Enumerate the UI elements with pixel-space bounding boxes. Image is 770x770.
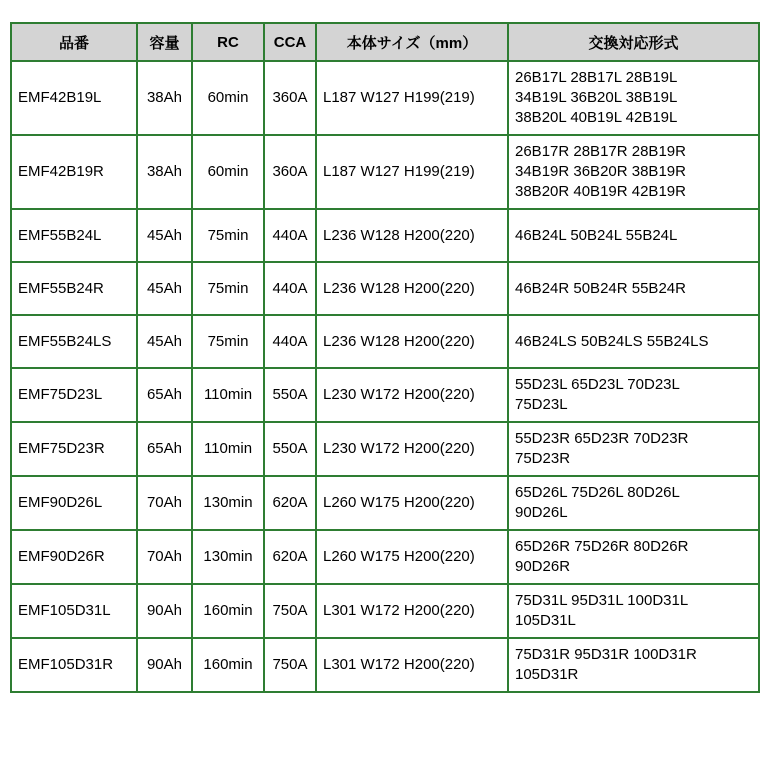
compatible-types-line: 34B19L 36B20L 38B19L: [515, 89, 678, 106]
capacity-cell: 65Ah: [137, 368, 192, 422]
part-number-cell: EMF105D31R: [11, 638, 137, 692]
body-size-cell: L187 W127 H199(219): [316, 61, 508, 135]
table-row: [11, 209, 759, 262]
cca-cell: 440A: [264, 262, 316, 315]
body-size-cell: L187 W127 H199(219): [316, 135, 508, 209]
compatible-types-line: 46B24L 50B24L 55B24L: [515, 226, 678, 244]
part-number-cell: EMF75D23R: [11, 422, 137, 476]
compatible-types-line: 90D26L: [515, 504, 568, 521]
body-size-cell: L260 W175 H200(220): [316, 476, 508, 530]
table-row: [11, 476, 759, 530]
body-size-cell: L230 W172 H200(220): [316, 422, 508, 476]
compatible-types-line: 105D31L: [515, 612, 576, 629]
compatible-types-line: 105D31R: [515, 666, 579, 683]
cca-cell: 620A: [264, 530, 316, 584]
body-size-cell: L301 W172 H200(220): [316, 584, 508, 638]
battery-spec-table-wrap: [10, 22, 760, 693]
body-size-cell: L301 W172 H200(220): [316, 638, 508, 692]
table-row: [11, 638, 759, 692]
col-header-cca: CCA: [264, 23, 316, 61]
battery-spec-table: [10, 22, 760, 693]
col-header-compatible-types: 交換対応形式: [508, 23, 759, 61]
compatible-types-line: 26B17L 28B17L 28B19L: [515, 69, 678, 86]
rc-cell: 160min: [192, 638, 264, 692]
table-row: [11, 315, 759, 368]
cca-cell: 440A: [264, 315, 316, 368]
rc-cell: 110min: [192, 368, 264, 422]
part-number-cell: EMF55B24LS: [11, 315, 137, 368]
capacity-cell: 45Ah: [137, 262, 192, 315]
body-size-cell: L236 W128 H200(220): [316, 262, 508, 315]
compatible-types-line: 90D26R: [515, 558, 571, 575]
compatible-types-cell: [508, 638, 759, 692]
capacity-cell: 38Ah: [137, 135, 192, 209]
compatible-types-line: 46B24LS 50B24LS 55B24LS: [515, 332, 709, 350]
capacity-cell: 70Ah: [137, 476, 192, 530]
rc-cell: 60min: [192, 61, 264, 135]
compatible-types-line: 65D26R 75D26R 80D26R: [515, 538, 689, 555]
body-size-cell: L260 W175 H200(220): [316, 530, 508, 584]
compatible-types-cell: [508, 262, 759, 315]
table-row: [11, 584, 759, 638]
compatible-types-line: 26B17R 28B17R 28B19R: [515, 143, 686, 160]
table-row: [11, 530, 759, 584]
capacity-cell: 90Ah: [137, 638, 192, 692]
compatible-types-line: 38B20L 40B19L 42B19L: [515, 109, 678, 126]
header-row: [11, 23, 759, 61]
rc-cell: 60min: [192, 135, 264, 209]
col-header-rc: RC: [192, 23, 264, 61]
part-number-cell: EMF55B24R: [11, 262, 137, 315]
compatible-types-line: 75D31L 95D31L 100D31L: [515, 592, 689, 609]
compatible-types-cell: [508, 315, 759, 368]
compatible-types-cell: [508, 209, 759, 262]
compatible-types-line: 65D26L 75D26L 80D26L: [515, 484, 680, 501]
cca-cell: 750A: [264, 638, 316, 692]
capacity-cell: 70Ah: [137, 530, 192, 584]
part-number-cell: EMF55B24L: [11, 209, 137, 262]
compatible-types-line: 55D23L 65D23L 70D23L: [515, 376, 680, 393]
compatible-types-cell: [508, 422, 759, 476]
body-size-cell: L236 W128 H200(220): [316, 315, 508, 368]
compatible-types-line: 75D23L: [515, 396, 568, 413]
cca-cell: 620A: [264, 476, 316, 530]
col-header-capacity: 容量: [137, 23, 192, 61]
compatible-types-cell: [508, 476, 759, 530]
compatible-types-cell: [508, 135, 759, 209]
cca-cell: 750A: [264, 584, 316, 638]
capacity-cell: 65Ah: [137, 422, 192, 476]
capacity-cell: 45Ah: [137, 315, 192, 368]
table-row: [11, 422, 759, 476]
table-row: [11, 368, 759, 422]
compatible-types-cell: [508, 368, 759, 422]
cca-cell: 550A: [264, 422, 316, 476]
rc-cell: 75min: [192, 315, 264, 368]
compatible-types-line: 75D31R 95D31R 100D31R: [515, 646, 697, 663]
capacity-cell: 90Ah: [137, 584, 192, 638]
rc-cell: 130min: [192, 530, 264, 584]
compatible-types-cell: [508, 584, 759, 638]
rc-cell: 160min: [192, 584, 264, 638]
part-number-cell: EMF105D31L: [11, 584, 137, 638]
body-size-cell: L236 W128 H200(220): [316, 209, 508, 262]
rc-cell: 75min: [192, 262, 264, 315]
compatible-types-cell: [508, 61, 759, 135]
compatible-types-cell: [508, 530, 759, 584]
compatible-types-line: 75D23R: [515, 450, 571, 467]
part-number-cell: EMF75D23L: [11, 368, 137, 422]
compatible-types-line: 34B19R 36B20R 38B19R: [515, 163, 686, 180]
compatible-types-line: 55D23R 65D23R 70D23R: [515, 430, 689, 447]
capacity-cell: 45Ah: [137, 209, 192, 262]
cca-cell: 550A: [264, 368, 316, 422]
cca-cell: 440A: [264, 209, 316, 262]
part-number-cell: EMF42B19R: [11, 135, 137, 209]
rc-cell: 75min: [192, 209, 264, 262]
body-size-cell: L230 W172 H200(220): [316, 368, 508, 422]
part-number-cell: EMF90D26L: [11, 476, 137, 530]
capacity-cell: 38Ah: [137, 61, 192, 135]
compatible-types-line: 38B20R 40B19R 42B19R: [515, 183, 686, 200]
cca-cell: 360A: [264, 135, 316, 209]
part-number-cell: EMF90D26R: [11, 530, 137, 584]
compatible-types-line: 46B24R 50B24R 55B24R: [515, 279, 686, 297]
rc-cell: 110min: [192, 422, 264, 476]
part-number-cell: EMF42B19L: [11, 61, 137, 135]
col-header-body-size: 本体サイズ（mm）: [316, 23, 508, 61]
col-header-part-number: 品番: [11, 23, 137, 61]
cca-cell: 360A: [264, 61, 316, 135]
rc-cell: 130min: [192, 476, 264, 530]
table-row: [11, 262, 759, 315]
table-row: [11, 61, 759, 135]
table-body: [11, 61, 759, 692]
table-row: [11, 135, 759, 209]
